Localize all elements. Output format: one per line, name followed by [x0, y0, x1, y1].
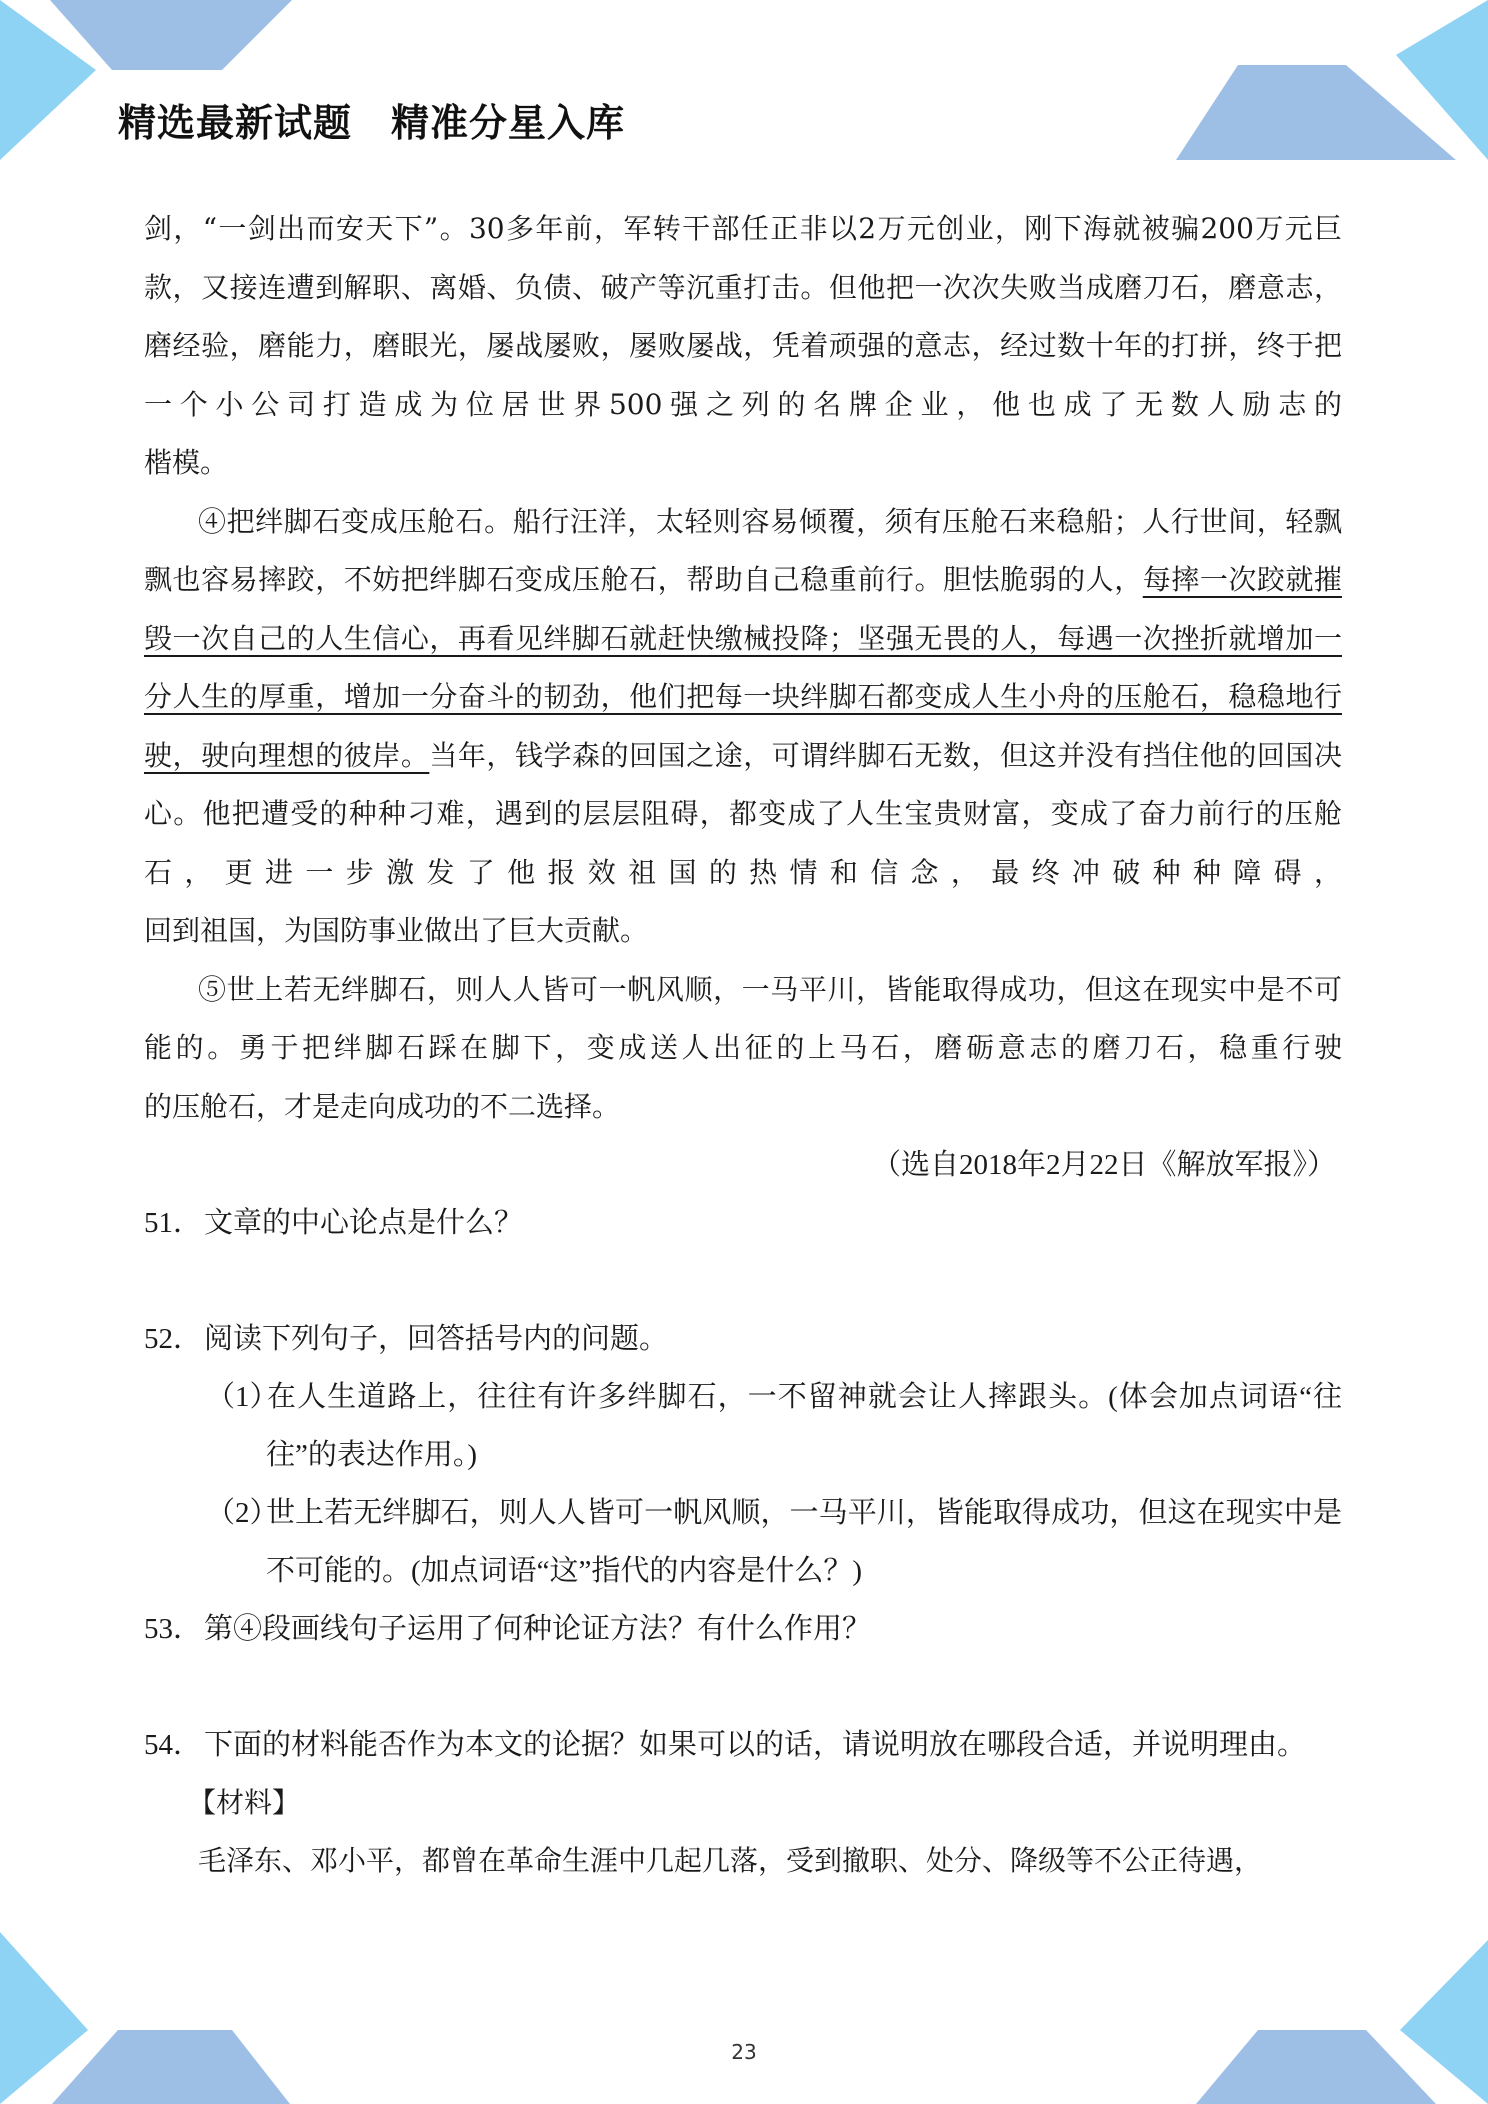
article-paragraph-3-continued: 剑，“一剑出而安天下”。30多年前，军转干部任正非以2万元创业，刚下海就被骗200万元巨款，又接连遭到解职、离婚、负债、破产等沉重打击。但他把一次次失败当成磨刀石，磨意志，磨经验，磨能力，磨眼光，屡战屡败，屡败屡战，凭着顽强的意志，经过数十年的打拼，终于把一个小公司打造成为位居世界500强之列的名牌企业，他也成了无数人励志的	[144, 212, 1342, 421]
sub-question-text: 世上若无绊脚石，则人人皆可一帆风顺，一马平川，皆能取得成功，但这在现实中是不可能的。(加点词语“这”指代的内容是什么？)	[266, 1497, 1342, 1587]
question-number: 54．	[144, 1729, 203, 1761]
top-left-trapezoid	[50, 0, 292, 70]
material-label: 【材料】	[188, 1786, 301, 1819]
question-text: 文章的中心论点是什么？	[204, 1207, 524, 1239]
question-number: 51．	[144, 1207, 203, 1239]
paragraph-4-example: 当年，钱学森的回国之途，可谓绊脚石无数，但这并没有挡住他的回国决心。他把遭受的种种刁难，遇到的层层阻碍，都变成了人生宝贵财富，变成了奋力前行的压舱石，更进一步激发了他报效祖国的热情和信念，最终冲破种种障碍，	[144, 738, 1342, 889]
top-right-trapezoid	[1176, 65, 1456, 160]
sub-question-text: 在人生道路上，往往有许多绊脚石，一不留神就会让人摔跟头。(体会加点词语“往往”的表达作用。)	[266, 1381, 1342, 1471]
article-paragraph-5-tail: 的压舱石，才是走向成功的不二选择。	[144, 1089, 621, 1123]
page-number: 23	[731, 2040, 757, 2064]
sub-question-number: （2）	[206, 1497, 279, 1529]
material-text: 毛泽东、邓小平，都曾在革命生涯中几起几落，受到撤职、处分、降级等不公正待遇，	[198, 1844, 1263, 1877]
header-title: 精选最新试题 精准分星入库	[118, 101, 626, 145]
question-52-sub-2	[144, 1484, 1342, 1600]
underlined-sentence: 每摔一次跤就摧毁一次自己的人生信心，再看见绊脚石就赶快缴械投降；坚强无畏的人，每遇一次挫折就增加一分人生的厚重，增加一分奋斗的韧劲，他们把每一块绊脚石都变成人生小舟的压舱石，稳稳地行驶，驶向理想的彼岸。	[144, 563, 1342, 772]
question-text: 第④段画线句子运用了何种论证方法？有什么作用？	[204, 1613, 872, 1645]
question-text: 下面的材料能否作为本文的论据？如果可以的话，请说明放在哪段合适，并说明理由。	[204, 1729, 1307, 1761]
document-body	[144, 200, 1342, 1890]
question-52	[144, 1310, 1342, 1368]
question-text: 阅读下列句子，回答括号内的问题。	[204, 1323, 669, 1355]
bottom-right-triangle	[1400, 1940, 1488, 2104]
question-54	[144, 1716, 1342, 1774]
article-paragraph-3-tail: 楷模。	[144, 446, 229, 479]
article-paragraph-5: ⑤世上若无绊脚石，则人人皆可一帆风顺，一马平川，皆能取得成功，但这在现实中是不可能的。勇于把绊脚石踩在脚下，变成送人出征的上马石，磨砺意志的磨刀石，稳重行驶	[144, 972, 1342, 1064]
article-paragraph-4	[144, 493, 1342, 903]
bottom-left-triangle	[0, 1932, 88, 2104]
question-52-sub-1	[144, 1368, 1342, 1484]
question-number: 53．	[144, 1613, 203, 1645]
paragraph-4-intro: ④把绊脚石变成压舱石。船行汪洋，太轻则容易倾覆，须有压舱石来稳船；人行世间，轻飘飘也容易摔跤，不妨把绊脚石变成压舱石，帮助自己稳重前行。胆怯脆弱的人，	[144, 504, 1342, 596]
article-paragraph-4-tail: 回到祖国，为国防事业做出了巨大贡献。	[144, 914, 649, 947]
question-51	[144, 1194, 1342, 1252]
article-source: （选自2018年2月22日《解放军报》）	[871, 1149, 1336, 1181]
question-number: 52．	[144, 1323, 203, 1355]
sub-question-number: （1）	[206, 1381, 279, 1413]
question-53	[144, 1600, 1342, 1658]
